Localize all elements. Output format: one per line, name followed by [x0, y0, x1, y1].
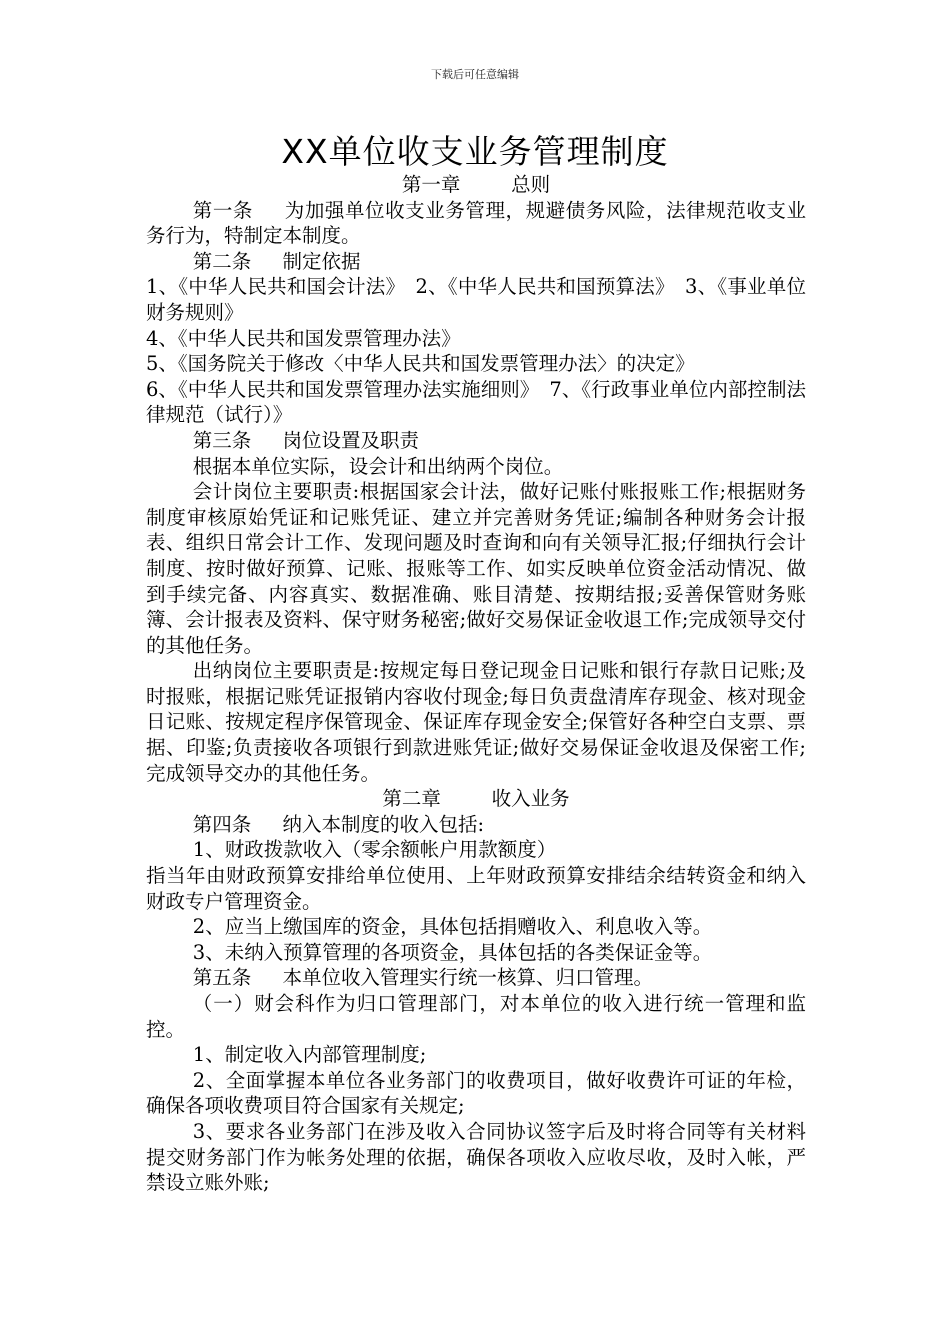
article-1 — [146, 198, 806, 249]
chapter-2-heading — [146, 786, 806, 812]
document-body — [146, 172, 806, 1196]
section-1: （一）财会科作为归口管理部门，对本单位的收入进行统一管理和监控。 — [146, 992, 806, 1041]
income-item-1-description: 指当年由财政预算安排给单位使用、上年财政预算安排结余结转资金和纳入财政专户管理资金。 — [146, 864, 806, 913]
paragraph-accountant-duties: 会计岗位主要职责:根据国家会计法，做好记账付账报账工作;根据财务制度审核原始凭证和记账凭证、建立并完善财务凭证;编制各种财务会计报表、组织日常会计工作、发现问题及时查询和向有关领导汇报;仔细执行会计制度、按时做好预算、记账、报账等工作、如实反映单位资金活动情况、做到手续完备、内容真实、数据准确、账目清楚、按期结报;妥善保管财务账簿、会计报表及资料、保守财务秘密;做好交易保证金收退工作;完成领导交付的其他任务。 — [146, 480, 806, 657]
law-list-item: 4、《中华人民共和国发票管理办法》 — [146, 326, 461, 350]
article-number: 第三条 — [192, 428, 252, 452]
article-text: 纳入本制度的收入包括: — [282, 812, 485, 836]
law-list-item: 5、《国务院关于修改〈中华人民共和国发票管理办法〉的决定》 — [146, 352, 695, 376]
section-1-item-2: 2、全面掌握本单位各业务部门的收费项目，做好收费许可证的年检，确保各项收费项目符合国家有关规定; — [146, 1068, 806, 1118]
article-number: 第五条 — [192, 966, 252, 990]
article-3 — [146, 428, 806, 454]
income-item-1: 1、财政拨款收入（零余额帐户用款额度） — [192, 838, 557, 862]
article-text: 本单位收入管理实行统一核算、归口管理。 — [282, 966, 654, 990]
law-list-item: 1、《中华人民共和国会计法》 2、《中华人民共和国预算法》 3、《事业单位财务规则》 — [146, 275, 806, 324]
document-title: XX单位收支业务管理制度 — [281, 132, 669, 171]
article-number: 第一条 — [192, 198, 254, 222]
article-number: 第二条 — [192, 249, 252, 273]
chapter-name: 总则 — [511, 173, 551, 196]
article-name: 岗位设置及职责 — [282, 428, 420, 452]
income-item-3: 3、未纳入预算管理的各项资金，具体包括的各类保证金等。 — [192, 940, 713, 964]
article-text: 为加强单位收支业务管理，规避债务风险，法律规范收支业务行为，特制定本制度。 — [146, 198, 806, 248]
chapter-number: 第二章 — [382, 787, 441, 811]
chapter-name: 收入业务 — [491, 787, 570, 811]
income-item-2: 2、应当上缴国库的资金，具体包括捐赠收入、利息收入等。 — [192, 915, 713, 939]
section-1-item-3: 3、要求各业务部门在涉及收入合同协议签字后及时将合同等有关材料提交财务部门作为帐务处理的依据，确保各项收入应收尽收，及时入帐，严禁设立账外账; — [146, 1119, 806, 1195]
article-2 — [146, 249, 806, 275]
paragraph-cashier-duties: 出纳岗位主要职责是:按规定每日登记现金日记账和银行存款日记账;及时报账，根据记账凭证报销内容收付现金;每日负责盘清库存现金、核对现金日记账、按规定程序保管现金、保证库存现金安全;保管好各种空白支票、票据、印鉴;负责接收各项银行到款进账凭证;做好交易保证金收退及保密工作;完成领导交办的其他任务。 — [146, 659, 806, 785]
article-name: 制定依据 — [282, 249, 361, 273]
article-4 — [146, 812, 806, 838]
article-5 — [146, 965, 806, 991]
article-number: 第四条 — [192, 812, 252, 836]
section-1-item-1: 1、制定收入内部管理制度; — [192, 1043, 427, 1067]
chapter-number: 第一章 — [401, 173, 461, 196]
header-note: 下载后可任意编辑 — [431, 68, 519, 81]
law-list-item: 6、《中华人民共和国发票管理办法实施细则》 7、《行政事业单位内部控制法律规范（试行）》 — [146, 377, 806, 427]
paragraph-posts: 根据本单位实际，设会计和出纳两个岗位。 — [192, 454, 564, 478]
chapter-1-heading — [146, 172, 806, 198]
